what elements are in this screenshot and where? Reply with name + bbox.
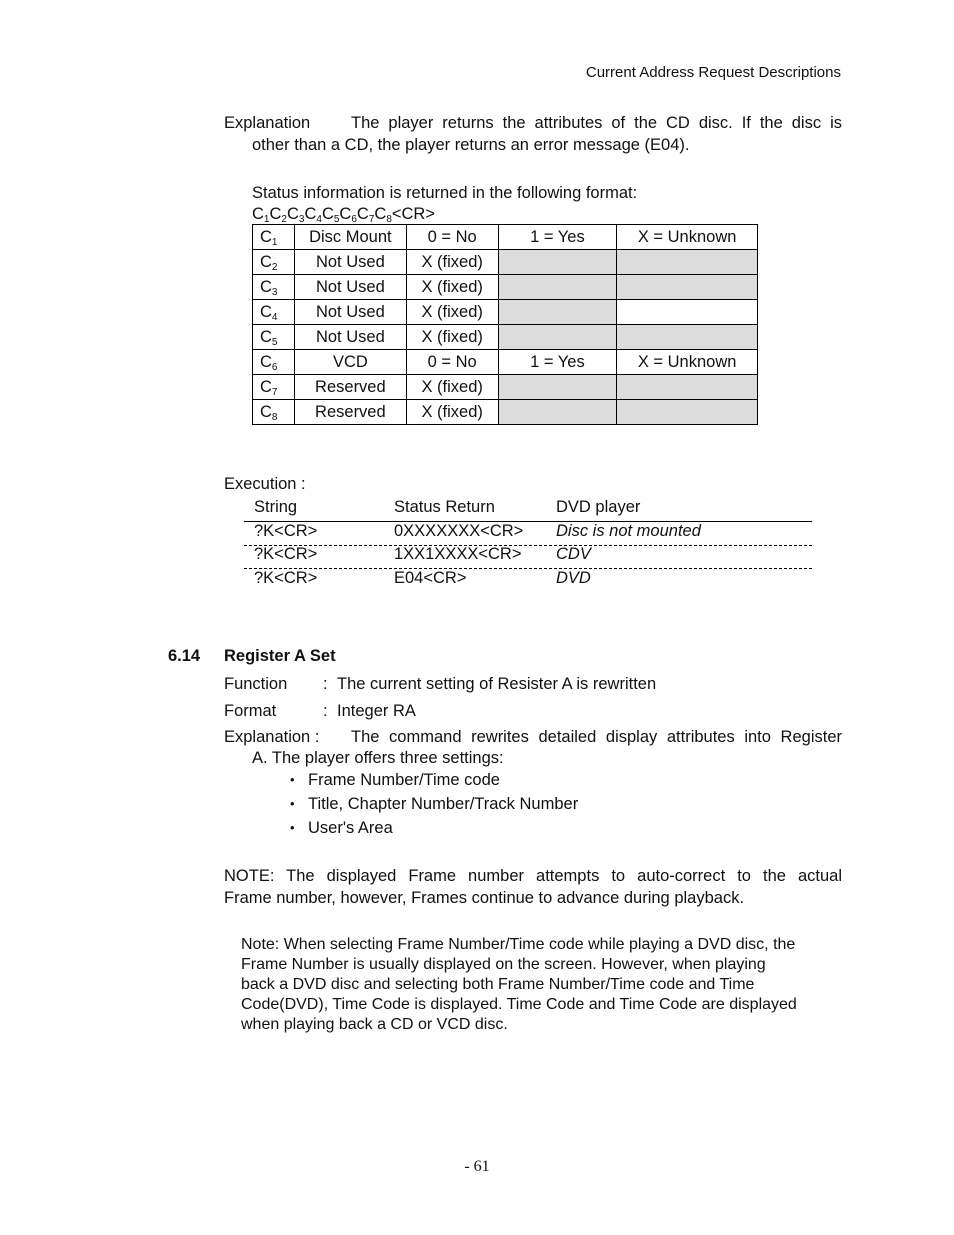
valuex-cell	[617, 375, 758, 400]
note-block-line: Code(DVD), Time Code is displayed. Time Code and Time Code are displayed	[241, 996, 797, 1013]
value0-cell: X (fixed)	[406, 300, 498, 325]
section-explanation-label: Explanation :	[224, 728, 320, 746]
exec-string: ?K<CR>	[254, 522, 318, 540]
format-label: Format	[224, 702, 277, 720]
header-dvd-player: DVD player	[556, 498, 641, 516]
value1-cell	[498, 250, 617, 275]
value1-cell	[498, 325, 617, 350]
exec-string: ?K<CR>	[254, 545, 318, 563]
function-colon: :	[323, 675, 328, 693]
status-table	[252, 224, 758, 425]
exec-player: CDV	[556, 545, 591, 563]
exec-status: E04<CR>	[394, 569, 467, 587]
exec-status: 0XXXXXXX<CR>	[394, 522, 524, 540]
header-string: String	[254, 498, 298, 516]
note-block-line: Note: When selecting Frame Number/Time code while playing a DVD disc, the	[241, 936, 796, 953]
code-cell: $C_2$	[253, 250, 295, 275]
format-colon: :	[323, 702, 328, 720]
item-cell: Not Used	[294, 275, 406, 300]
table-row	[253, 300, 758, 325]
execution-row	[244, 522, 812, 546]
item-cell: Not Used	[294, 300, 406, 325]
format-text: Integer RA	[337, 702, 416, 720]
execution-row	[244, 545, 812, 569]
execution-row	[244, 569, 812, 592]
code-cell: $C_1$	[253, 225, 295, 250]
explanation-label: Explanation	[224, 114, 311, 132]
valuex-cell: X = Unknown	[617, 350, 758, 375]
valuex-cell	[617, 325, 758, 350]
list-item: • Frame Number/Time code	[290, 771, 578, 795]
table-row	[253, 275, 758, 300]
list-item: • User's Area	[290, 819, 578, 843]
table-row	[253, 350, 758, 375]
value0-cell: 0 = No	[406, 350, 498, 375]
valuex-cell	[617, 275, 758, 300]
table-row	[253, 250, 758, 275]
code-cell: $C_5$	[253, 325, 295, 350]
code-cell: $C_4$	[253, 300, 295, 325]
item-cell: Not Used	[294, 250, 406, 275]
running-header: Current Address Request Descriptions	[585, 64, 841, 81]
code-cell: $C_7$	[253, 375, 295, 400]
note-block-line: Frame Number is usually displayed on the screen. However, when playing	[241, 956, 766, 973]
item-cell: Reserved	[294, 400, 406, 425]
execution-label: Execution :	[224, 475, 306, 493]
table-row	[253, 225, 758, 250]
value1-cell	[498, 400, 617, 425]
value1-cell	[498, 300, 617, 325]
table-row	[253, 400, 758, 425]
value0-cell: X (fixed)	[406, 275, 498, 300]
note-block	[241, 935, 797, 1035]
valuex-cell: X = Unknown	[617, 225, 758, 250]
status-intro: Status information is returned in the following format:	[252, 184, 638, 202]
explanation-line-1: The player returns the attributes of the CD disc. If the disc is	[351, 114, 842, 132]
value1-cell: 1 = Yes	[498, 350, 617, 375]
item-cell: Disc Mount	[294, 225, 406, 250]
valuex-cell	[617, 400, 758, 425]
exec-player: Disc is not mounted	[556, 522, 701, 540]
page-number: - 61	[464, 1158, 490, 1175]
table-row	[253, 375, 758, 400]
value1-cell	[498, 275, 617, 300]
note-line-1: NOTE: The displayed Frame number attempts to auto-correct to the actual	[224, 867, 842, 885]
list-item: • Title, Chapter Number/Track Number	[290, 795, 578, 819]
item-cell: VCD	[294, 350, 406, 375]
code-cell: $C_6$	[253, 350, 295, 375]
table-row	[253, 325, 758, 350]
function-label: Function	[224, 675, 288, 693]
exec-status: 1XX1XXXX<CR>	[394, 545, 522, 563]
item-cell: Not Used	[294, 325, 406, 350]
section-explanation-line-2: A. The player offers three settings:	[252, 749, 504, 767]
value0-cell: X (fixed)	[406, 250, 498, 275]
valuex-cell	[617, 300, 758, 325]
note-block-line: when playing back a CD or VCD disc.	[241, 1016, 508, 1033]
exec-player: DVD	[556, 569, 591, 587]
section-number: 6.14	[168, 647, 201, 665]
header-status-return: Status Return	[394, 498, 495, 516]
exec-string: ?K<CR>	[254, 569, 318, 587]
value1-cell	[498, 375, 617, 400]
value0-cell: X (fixed)	[406, 325, 498, 350]
execution-header	[244, 498, 812, 522]
value0-cell: 0 = No	[406, 225, 498, 250]
note-line-2: Frame number, however, Frames continue to advance during playback.	[224, 889, 745, 907]
function-text: The current setting of Resister A is rewritten	[337, 675, 657, 693]
value1-cell: 1 = Yes	[498, 225, 617, 250]
item-cell: Reserved	[294, 375, 406, 400]
settings-list	[290, 771, 578, 843]
note-block-line: back a DVD disc and selecting both Frame Number/Time code and Time	[241, 976, 755, 993]
value0-cell: X (fixed)	[406, 375, 498, 400]
code-cell: $C_8$	[253, 400, 295, 425]
code-cell: $C_3$	[253, 275, 295, 300]
explanation-line-2: other than a CD, the player returns an error message (E04).	[252, 136, 690, 154]
valuex-cell	[617, 250, 758, 275]
section-title: Register A Set	[224, 647, 336, 665]
section-explanation-line-1: The command rewrites detailed display attributes into Register	[351, 728, 842, 746]
value0-cell: X (fixed)	[406, 400, 498, 425]
status-format: $C_1C_2C_3C_4C_5C_6C_7C_8<CR>$	[252, 205, 435, 225]
